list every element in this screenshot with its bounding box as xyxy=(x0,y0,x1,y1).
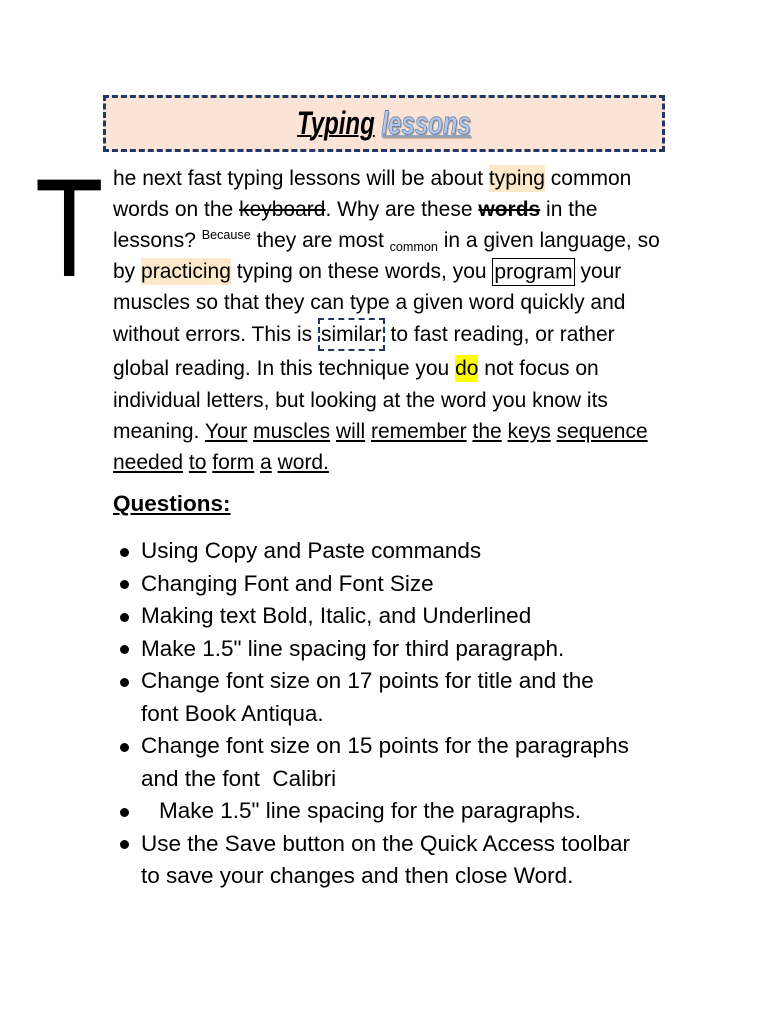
list-item xyxy=(113,535,630,568)
text-run: without errors. This is xyxy=(113,323,319,346)
bullet-icon xyxy=(120,678,129,687)
list-item-text-continued: and the font Calibri xyxy=(141,765,337,791)
list-item-text-continued: to save your changes and then close Word. xyxy=(141,863,574,888)
title-box xyxy=(103,95,665,152)
text-run: in the xyxy=(540,198,598,221)
list-item xyxy=(113,600,630,633)
text-run: not focus on xyxy=(478,357,599,380)
text-run: to fast reading, or rather xyxy=(384,323,615,346)
paragraph-line-6 xyxy=(113,318,660,352)
list-item xyxy=(113,730,630,795)
paragraph-line-4 xyxy=(113,256,660,287)
list-item-text: Changing Font and Font Size xyxy=(141,570,434,596)
paragraph-line-9 xyxy=(113,416,660,447)
list-item-text: Use the Save button on the Quick Access toolbar xyxy=(141,830,631,856)
list-item-text: Using Copy and Paste commands xyxy=(141,538,482,563)
paragraph-line-8 xyxy=(113,385,660,416)
highlighted-word: practicing xyxy=(141,260,231,283)
document-title xyxy=(297,105,471,142)
questions-list xyxy=(113,535,630,893)
list-item-text: Make 1.5" line spacing for the paragraphs. xyxy=(159,798,581,823)
list-item-text: Change font size on 15 points for the paragraphs xyxy=(141,733,629,758)
paragraph-line-7 xyxy=(113,352,660,385)
list-item xyxy=(113,633,630,666)
list-item xyxy=(113,665,630,730)
bullet-icon xyxy=(120,840,129,849)
text-run: . Why are these xyxy=(325,198,479,221)
bullet-icon xyxy=(120,808,129,817)
text-run: words on the xyxy=(113,198,240,221)
text-run: global reading. In this technique you xyxy=(113,357,456,380)
dashed-boxed-word: similar xyxy=(318,318,385,351)
text-run: typing on these words, you xyxy=(230,260,493,283)
text-run: meaning. xyxy=(113,420,205,443)
text-run: individual letters, but looking at the word you know its xyxy=(113,389,608,412)
paragraph-line-10 xyxy=(113,447,660,478)
highlighted-word: typing xyxy=(488,167,545,190)
list-item xyxy=(113,795,630,828)
bullet-icon xyxy=(120,548,129,557)
text-run: in a given language, so xyxy=(437,229,660,252)
superscript-word: Because xyxy=(201,228,251,242)
paragraph-line-3 xyxy=(113,225,660,256)
underlined-word: form xyxy=(212,451,255,474)
bullet-icon xyxy=(120,645,129,654)
list-item-text-continued: font Book Antiqua. xyxy=(141,700,324,726)
list-item-text: Make 1.5" line spacing for third paragraph. xyxy=(141,635,565,661)
text-run: they are most xyxy=(250,229,390,252)
underlined-word: a xyxy=(260,451,272,474)
underlined-word: muscles xyxy=(253,420,331,443)
list-item xyxy=(113,828,630,893)
underlined-word: keys xyxy=(507,420,551,443)
title-word-typing: Typing xyxy=(297,105,375,141)
text-run: by xyxy=(113,260,142,283)
bullet-icon xyxy=(120,580,129,589)
paragraph-line-1 xyxy=(113,163,660,194)
list-item xyxy=(113,568,630,601)
yellow-highlighted-word: do xyxy=(455,357,479,380)
underlined-word: word. xyxy=(277,451,329,474)
text-run: lessons? xyxy=(113,229,202,252)
list-item-text: Change font size on 17 points for title and the xyxy=(141,668,594,693)
paragraph-line-2 xyxy=(113,194,660,225)
body-paragraph xyxy=(113,163,660,478)
text-run: muscles so that they can type a given word quickly and xyxy=(113,291,626,314)
bullet-icon xyxy=(120,743,129,752)
underlined-word: Your xyxy=(204,420,248,443)
drop-cap-letter: T xyxy=(35,149,104,306)
subscript-word: common xyxy=(389,240,438,254)
text-run: he next fast typing lessons will be about xyxy=(113,167,489,190)
list-item-text: Making text Bold, Italic, and Underlined xyxy=(141,603,532,628)
paragraph-line-5 xyxy=(113,287,660,318)
underlined-word: will xyxy=(335,420,366,443)
underlined-word: to xyxy=(188,451,207,474)
questions-heading: Questions: xyxy=(113,491,231,516)
underlined-word: remember xyxy=(370,420,467,443)
strikethrough-bold-word: words xyxy=(478,198,541,221)
underlined-word: sequence xyxy=(556,420,648,443)
underlined-word: the xyxy=(472,420,502,443)
underlined-word: needed xyxy=(113,451,184,474)
bullet-icon xyxy=(120,613,129,622)
boxed-word: program xyxy=(492,258,574,286)
text-run: common xyxy=(544,167,632,190)
strikethrough-word: keyboard xyxy=(239,198,326,221)
text-run: your xyxy=(574,260,622,283)
title-word-lessons: lessons xyxy=(381,105,471,141)
